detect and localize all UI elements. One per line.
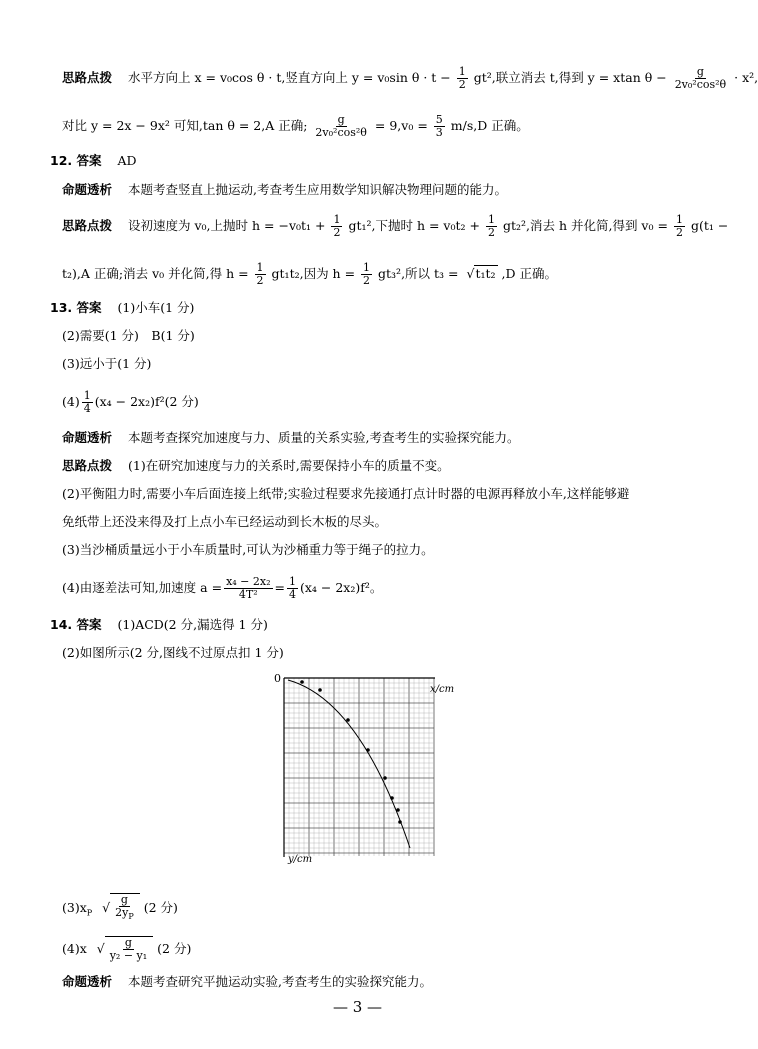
fraction: $\frac{g}{\text{2v₀²cos²θ}}$ [315,113,367,139]
data-point [300,680,304,684]
q11-silu-label: 思路点拨 [62,70,113,85]
fraction: $\frac{g}{\text{2v₀²cos²θ}}$ [674,65,727,91]
fraction: $\frac{1}{2}$ [458,65,466,91]
q12-silu-line1: 思路点拨 设初速度为 v₀,上抛时 h = −v₀t₁ + $\frac{1}{2}$ gt₁²,下抛时 h = v₀t₂ + $\frac{1}{2}$ gt₂²,消去 h 并化简,得到 v₀ = $\frac{1}{2}$ g(t₁ − [62,213,729,239]
trajectory-graph [270,670,460,865]
data-point [366,748,370,752]
data-points [300,680,402,824]
data-point [398,820,402,824]
q12-mingti-line: 命题透析 本题考查竖直上抛运动,考查考生应用数学知识解决物理问题的能力。 [62,182,507,197]
q14-a3: $(3)x_P$ √ $\frac{g}{2y_P}$ (2 分) [62,893,178,923]
q13-answer-line: 13. 答案 (1)小车(1 分) [50,300,195,315]
fraction: $\frac{5}{3}$ [435,113,443,139]
graph-grid [284,678,434,856]
data-point [390,796,394,800]
q11-silu-line1: 思路点拨 水平方向上 x = v₀cos θ · t,竖直方向上 y = v₀sin θ · t − $\frac{1}{2}$ gt²,联立消去 t,得到 y = xtan θ − $\frac{g}{\text{2v₀²cos²θ}}$ · x², [62,65,758,91]
q13-a2: (2)需要(1 分) B(1 分) [62,328,195,343]
q13-a3: (3)远小于(1 分) [62,356,152,371]
q14-answer-line: 14. 答案 (1)ACD(2 分,漏选得 1 分) [50,617,268,632]
q13-silu-line3: (3)当沙桶质量远小于小车质量时,可认为沙桶重力等于绳子的拉力。 [62,542,434,557]
q13-mingti-line: 命题透析 本题考查探究加速度与力、质量的关系实验,考查考生的实验探究能力。 [62,430,520,445]
q11-silu-line2: 对比 y = 2x − 9x² 可知,tan θ = 2,A 正确; $\frac{g}{\text{2v₀²cos²θ}}$ = 9,v₀ = $\frac{5}{3}$ m/s,D 正确。 [62,113,529,139]
q14-a4: (4)x √ $\frac{g}{\text{y₂ − y₁}}$ (2 分) [62,936,191,962]
q14-mingti-line: 命题透析 本题考查研究平抛运动实验,考查考生的实验探究能力。 [62,974,432,989]
q12-answer-line: 12. 答案 AD [50,153,137,168]
q13-silu-line2b: 免纸带上还没来得及打上点小车已经运动到长木板的尽头。 [62,514,388,529]
data-point [318,688,322,692]
graph-x-label: x/cm [430,684,455,695]
q14-a2: (2)如图所示(2 分,图线不过原点扣 1 分) [62,645,284,660]
graph-y-label: y/cm [288,854,313,865]
q13-silu-line1: 思路点拨 (1)在研究加速度与力的关系时,需要保持小车的质量不变。 [62,458,450,473]
data-point [396,808,400,812]
q12-silu-line2: t₂),A 正确;消去 v₀ 并化简,得 h = $\frac{1}{2}$ gt₁t₂,因为 h = $\frac{1}{2}$ gt₃²,所以 t₃ = √ t₁t₂ ,D 正确。 [62,262,557,287]
q13-silu-line4: (4)由逐差法可知,加速度 a = $\frac{\text{x₄ − 2x₂}}{\text{4T²}}$ = $\frac{1}{4}$ (x₄ − 2x₂)f²。 [62,575,383,601]
data-point [346,718,350,722]
q13-a4: (4) $\frac{1}{4}$ (x₄ − 2x₂)f²(2 分) [62,389,199,415]
page-number: — 3 — [332,998,383,1016]
graph-origin-label: 0 [274,672,281,685]
data-point [383,776,387,780]
q13-silu-line2: (2)平衡阻力时,需要小车后面连接上纸带;实验过程要求先接通打点计时器的电源再释放小车,这样能够避 [62,486,630,501]
